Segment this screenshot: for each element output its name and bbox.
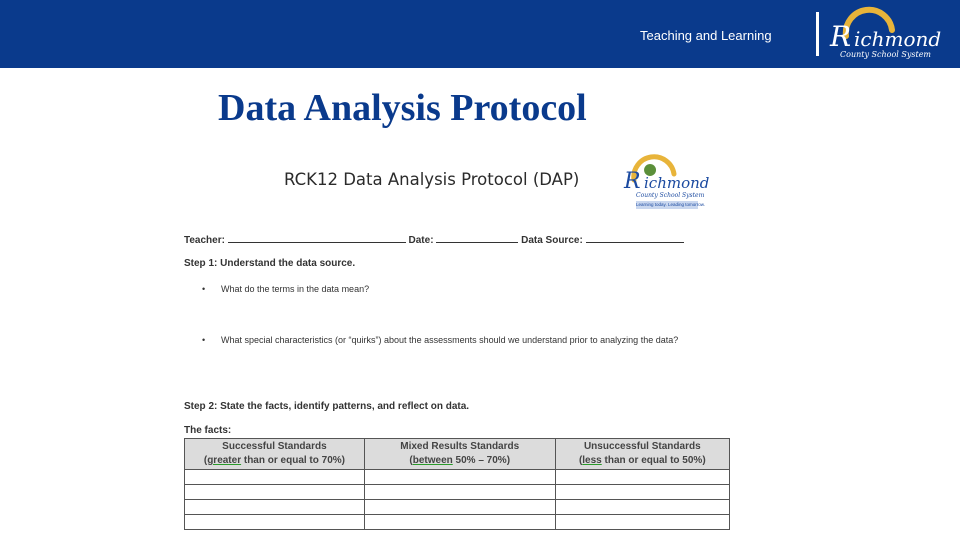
- bullet-dot: •: [202, 335, 206, 345]
- document-logo-subtext: County School System: [636, 192, 705, 199]
- step1-heading: Step 1: Understand the data source.: [184, 258, 356, 269]
- slide-title: Data Analysis Protocol: [218, 87, 587, 129]
- bullet-text: What special characteristics (or “quirks”) about the assessments should we understand prior to analyzing the data?: [221, 335, 679, 345]
- data-source-blank: [586, 232, 684, 243]
- teacher-label: Teacher:: [184, 235, 225, 246]
- header-fields: [184, 232, 684, 246]
- header-divider: [816, 12, 819, 56]
- document-title: RCK12 Data Analysis Protocol (DAP): [284, 170, 580, 189]
- bullet-text: What do the terms in the data mean?: [221, 284, 370, 294]
- table-row: [185, 515, 730, 530]
- document-logo-tagline: Learning today. Leading tomorrow.: [636, 202, 705, 207]
- svg-text:R: R: [830, 20, 852, 53]
- document-image: [180, 150, 740, 540]
- table-row: [185, 500, 730, 515]
- facts-table: [184, 438, 730, 530]
- date-label: Date:: [408, 235, 434, 246]
- table-row: [185, 470, 730, 485]
- header-bar: [0, 0, 960, 68]
- svg-text:R: R: [624, 169, 641, 194]
- logo-subtext: County School System: [840, 50, 932, 59]
- svg-text:ichmond: ichmond: [644, 174, 710, 192]
- teacher-blank: [228, 232, 406, 243]
- date-blank: [436, 232, 518, 243]
- column-header: Mixed Results Standards (between 50% – 70%): [364, 439, 555, 470]
- data-source-label: Data Source:: [521, 235, 583, 246]
- bullet-dot: •: [202, 284, 206, 294]
- column-header: Successful Standards (greater than or equal to 70%): [185, 439, 365, 470]
- document-logo: [622, 156, 726, 210]
- table-row: [185, 485, 730, 500]
- step2-heading: Step 2: State the facts, identify patterns, and reflect on data.: [184, 401, 470, 412]
- facts-label: The facts:: [184, 425, 232, 436]
- document-logo-graphic: [622, 156, 726, 196]
- column-header: Unsuccessful Standards (less than or equal to 50%): [555, 439, 729, 470]
- svg-text:ichmond: ichmond: [854, 27, 942, 51]
- section-label: Teaching and Learning: [640, 28, 772, 43]
- richmond-logo: [826, 6, 950, 64]
- facts-header-row: [185, 439, 730, 470]
